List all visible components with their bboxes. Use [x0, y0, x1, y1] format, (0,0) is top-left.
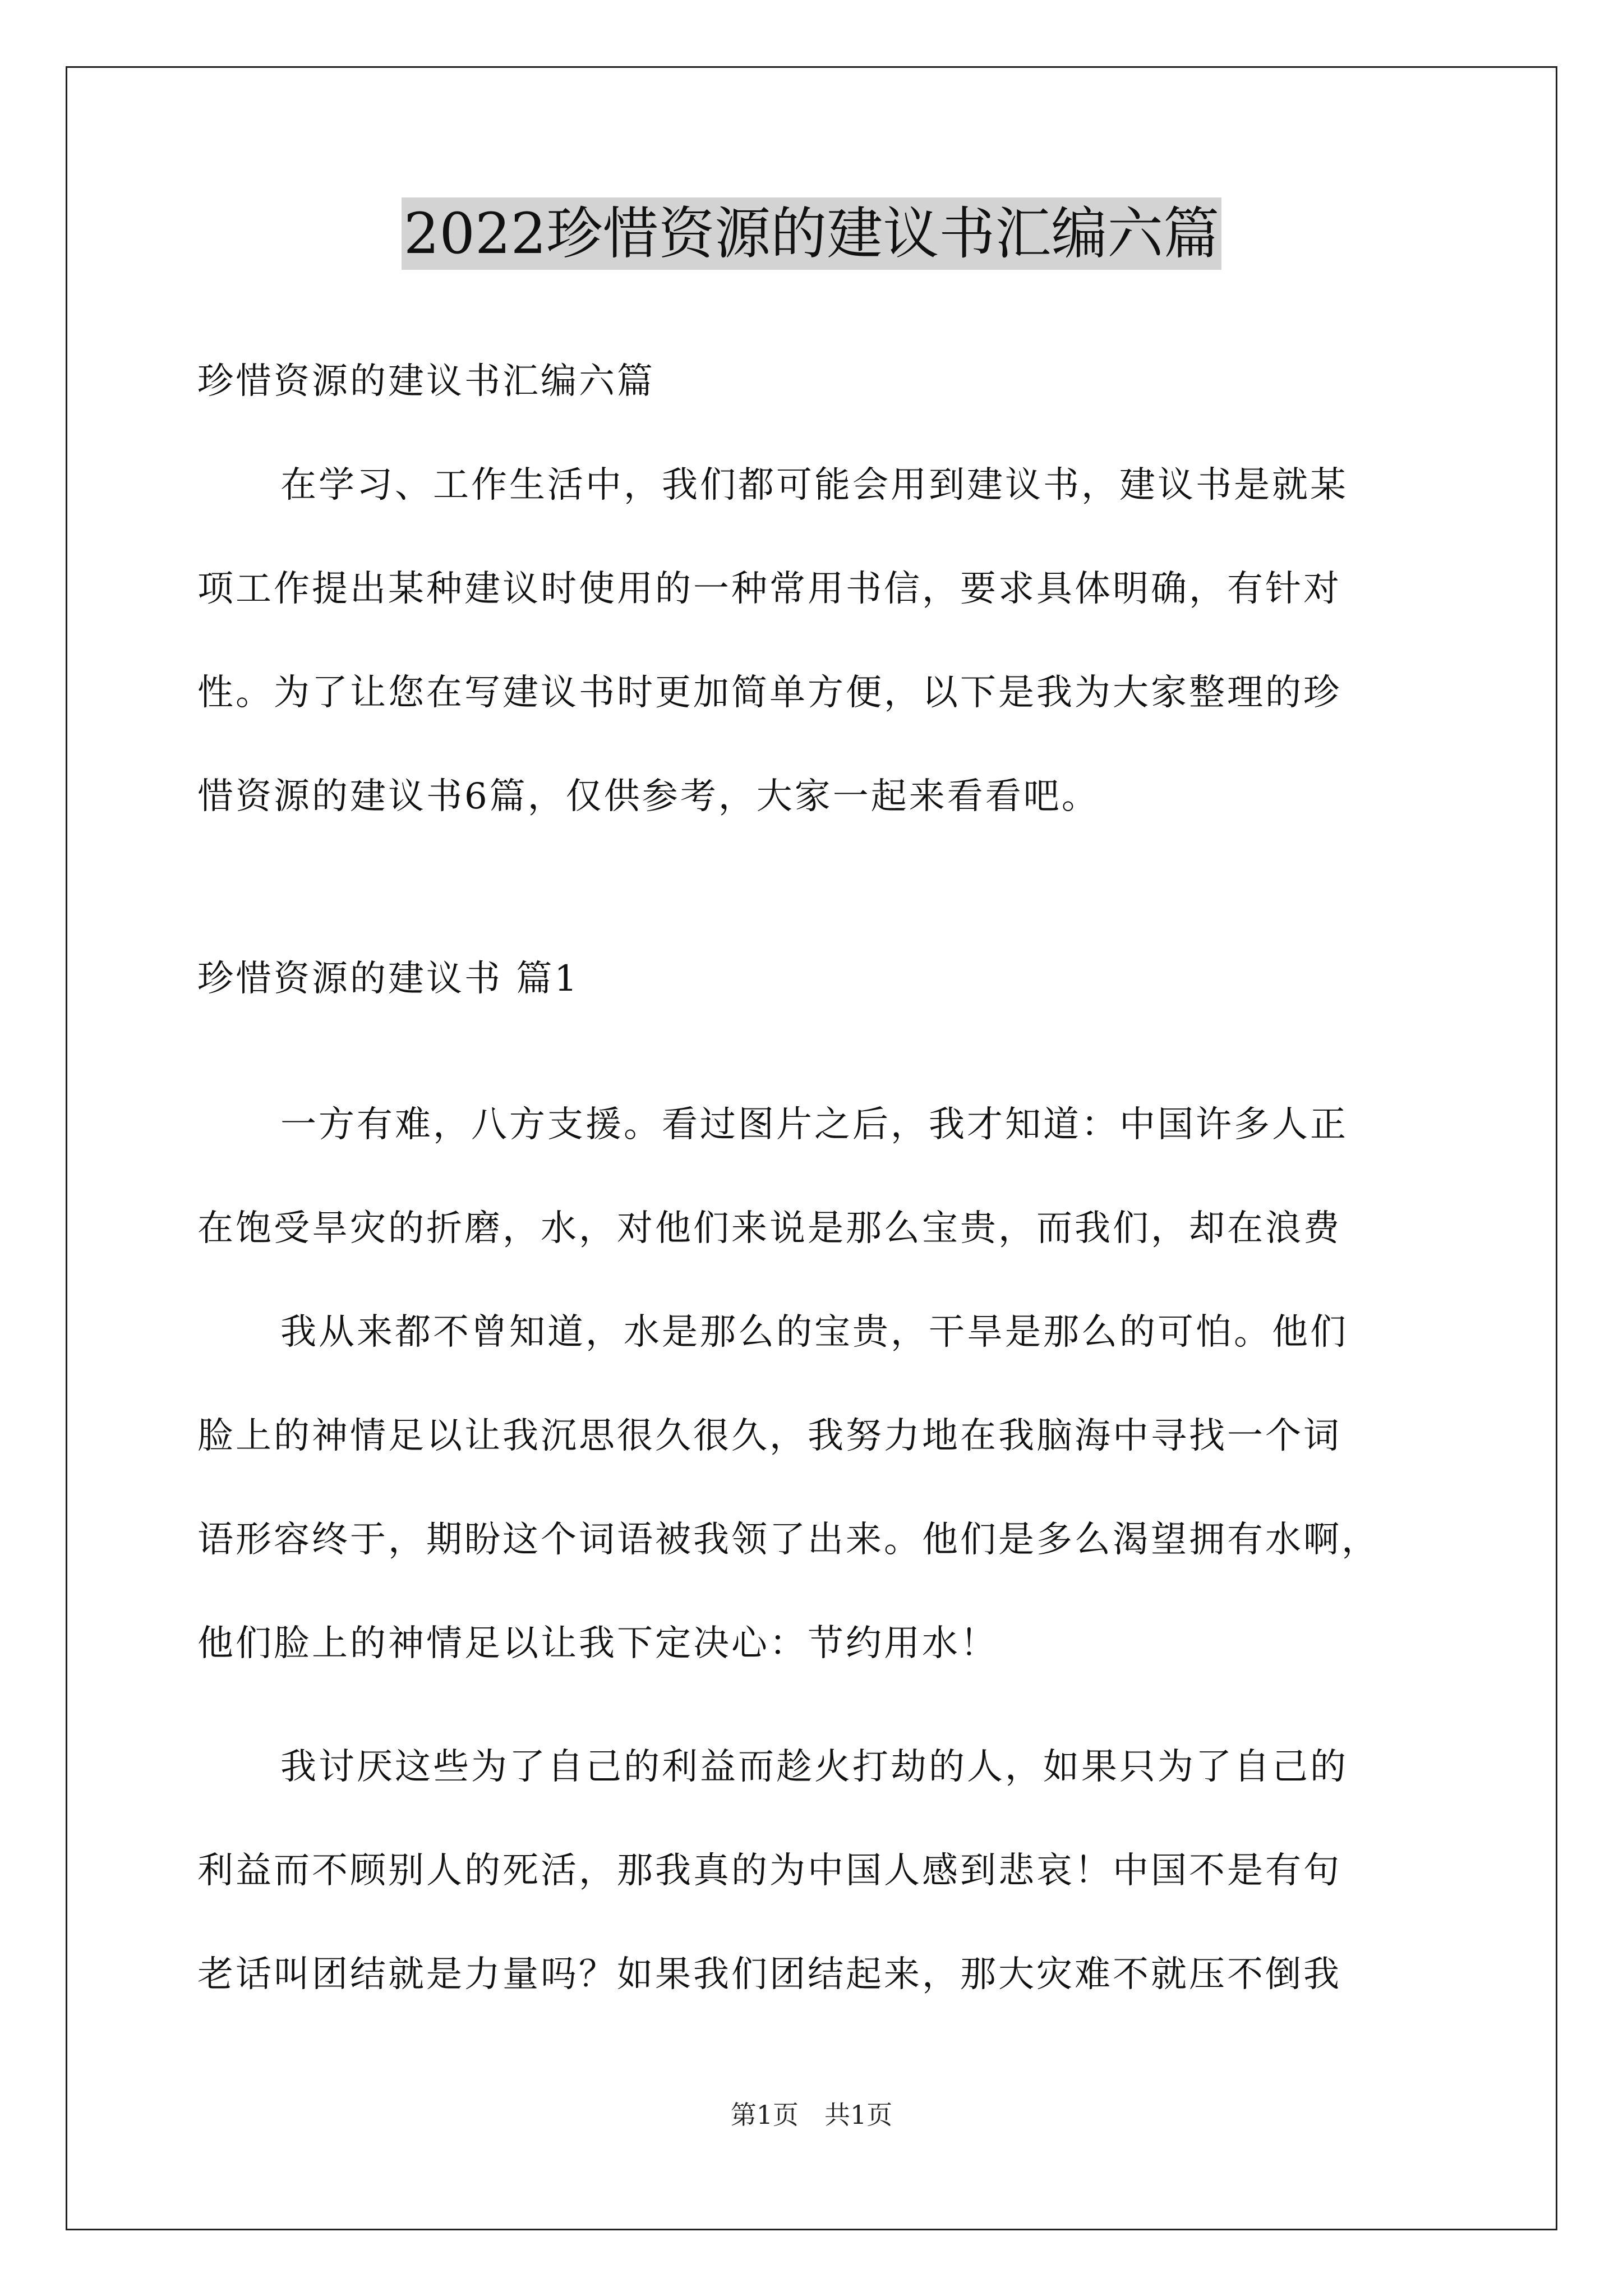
document-title-text: 2022珍惜资源的建议书汇编六篇: [402, 197, 1222, 270]
subtitle-line: 珍惜资源的建议书汇编六篇: [197, 361, 655, 402]
paragraph-line: 脸上的神情足以让我沉思很久很久，我努力地在我脑海中寻找一个词: [197, 1415, 1341, 1457]
paragraph-line: 我从来都不曾知道，水是那么的宝贵，干旱是那么的可怕。他们: [280, 1312, 1348, 1353]
paragraph-line: 项工作提出某种建议时使用的一种常用书信，要求具体明确，有针对: [197, 568, 1341, 610]
paragraph-line: 一方有难，八方支援。看过图片之后，我才知道：中国许多人正: [280, 1104, 1348, 1145]
paragraph-line: 在饱受旱灾的折磨，水，对他们来说是那么宝贵，而我们，却在浪费: [197, 1208, 1341, 1249]
paragraph-line: 语形容终于，期盼这个词语被我领了出来。他们是多么渴望拥有水啊，: [197, 1519, 1380, 1561]
section-heading: 珍惜资源的建议书 篇1: [197, 958, 580, 1000]
document-title: [0, 197, 1623, 270]
paragraph-line: 老话叫团结就是力量吗？如果我们团结起来，那大灾难不就压不倒我: [197, 1954, 1341, 1995]
paragraph-line: 利益而不顾别人的死活，那我真的为中国人感到悲哀！中国不是有句: [197, 1850, 1341, 1892]
paragraph-line: 在学习、工作生活中，我们都可能会用到建议书，建议书是就某: [280, 464, 1348, 506]
paragraph-line: 我讨厌这些为了自己的利益而趁火打劫的人，如果只为了自己的: [280, 1746, 1348, 1788]
paragraph-line: 他们脸上的神情足以让我下定决心：节约用水！: [197, 1623, 998, 1664]
paragraph-line: 性。为了让您在写建议书时更加简单方便，以下是我为大家整理的珍: [197, 672, 1341, 714]
page-footer: 第1页 共1页: [730, 2100, 893, 2130]
paragraph-line: 惜资源的建议书6篇，仅供参考，大家一起来看看吧。: [197, 776, 1100, 817]
